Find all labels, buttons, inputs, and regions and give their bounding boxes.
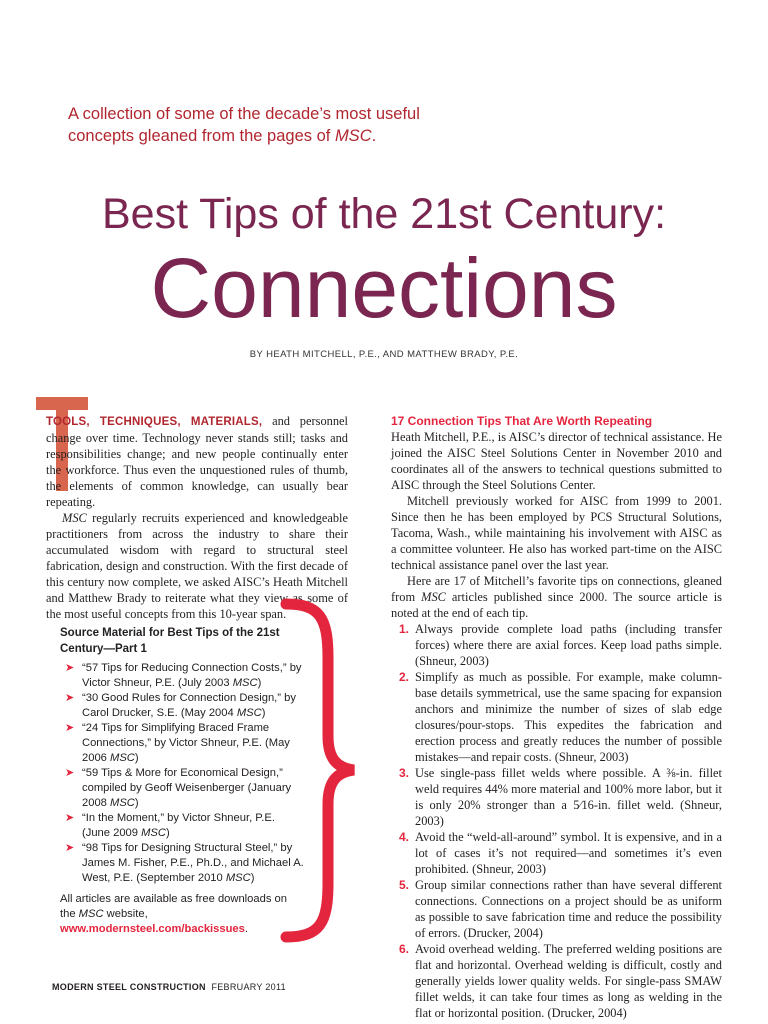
source-item-msc: MSC xyxy=(225,872,251,884)
intro-blurb xyxy=(68,103,508,147)
arrow-icon: ➤ xyxy=(65,812,75,824)
intro-line-1: A collection of some of the decade’s most useful xyxy=(68,105,420,123)
tip-item xyxy=(391,765,722,829)
curly-brace-decoration xyxy=(262,598,362,943)
right-paragraph-3-end: articles published since 2000. The source article is noted at the end of each tip. xyxy=(391,590,723,620)
tip-text: Use single-pass fillet welds where possible. A ⅜-in. fillet weld requires 44% more material and 100% more labor, but it is only 20% stronger than a 5⁄16-in. fillet weld. (Shneur, 2003) xyxy=(415,766,722,828)
byline: BY HEATH MITCHELL, P.E., AND MATTHEW BRADY, P.E. xyxy=(249,349,519,360)
source-item-msc: MSC xyxy=(110,752,135,764)
tip-item xyxy=(391,941,722,1021)
source-footer-end: . xyxy=(244,923,248,935)
source-item-msc: MSC xyxy=(141,827,166,839)
intro-msc: MSC xyxy=(334,127,372,145)
left-column xyxy=(46,413,348,622)
tip-number: 4. xyxy=(399,830,410,844)
intro-line-2-text: concepts gleaned from the pages of xyxy=(68,127,335,145)
source-footer-msc: MSC xyxy=(78,908,104,920)
page-footer xyxy=(52,982,286,992)
left-msc: MSC xyxy=(62,511,87,525)
arrow-icon: ➤ xyxy=(65,842,75,854)
source-item-end: ) xyxy=(250,872,255,884)
brace-path xyxy=(286,604,354,937)
tip-item xyxy=(391,877,722,941)
intro-line-2-end: . xyxy=(371,127,377,145)
right-paragraph-3-text: Here are 17 of Mitchell’s favorite tips on connections, gleaned from xyxy=(391,574,722,604)
source-item-end: ) xyxy=(165,827,170,839)
tip-item xyxy=(391,621,722,669)
intro-line-2 xyxy=(68,125,508,147)
tip-number: 3. xyxy=(399,766,410,780)
backissues-link[interactable]: www.modernsteel.com/backissues xyxy=(60,923,245,935)
left-paragraph-1-text: and personnel change over time. Technology never stands still; tasks and responsibilities change; and new people continually enter the workforce. Thus even the unquestioned rules of thumb, the elements of common knowledge, can usually bear repeating. xyxy=(46,414,348,509)
tip-text: Simplify as much as possible. For example, make column-base details symmetrical, use the same spacing for expansion anchors and minimize the number of sizes of slab edge closures/pour-stops. This expedites the fabrication and erection process and greatly reduces the number of possible mistakes—and repair costs. (Shneur, 2003) xyxy=(415,670,722,764)
right-paragraph-3 xyxy=(391,573,722,621)
source-footer-mid: website, xyxy=(103,908,148,920)
source-item-text: “24 Tips for Simplifying Braced Frame Connections,” by Victor Shneur, P.E. (May 2006 xyxy=(82,722,290,764)
right-paragraph-2: Mitchell previously worked for AISC from 1999 to 2001. Since then he has been employed by PCS Structural Solutions, Tacoma, Wash., while maintaining his involvement with AISC as a committee volunteer. He also has worked part-time on the AISC technical assistance panel over the last year. xyxy=(391,494,722,572)
tip-number: 1. xyxy=(399,622,410,636)
left-paragraph-1 xyxy=(46,413,348,510)
source-item-msc: MSC xyxy=(232,677,258,689)
arrow-icon: ➤ xyxy=(65,722,75,734)
arrow-icon: ➤ xyxy=(65,767,75,779)
arrow-icon: ➤ xyxy=(65,692,75,704)
source-item-msc: MSC xyxy=(236,707,262,719)
tip-number: 6. xyxy=(399,942,410,956)
tip-text: Always provide complete load paths (including transfer forces) where there are axial forces. Keep load paths simple. (Shneur, 2003) xyxy=(415,622,722,668)
tip-text: Avoid overhead welding. The preferred welding positions are flat and horizontal. Overhead welding is difficult, costly and generally yields lower quality welds. For single-pass SMAW fillet welds, it can take four times as long as welding in the flat or horizontal position. (Drucker, 2004) xyxy=(415,942,722,1020)
source-item-text: “59 Tips & More for Economical Design,” compiled by Geoff Weisenberger (January 2008 xyxy=(82,767,292,809)
tip-number: 5. xyxy=(399,878,410,892)
source-item-msc: MSC xyxy=(110,797,135,809)
right-msc: MSC xyxy=(421,590,446,604)
tip-text: Avoid the “weld-all-around” symbol. It is expensive, and in a lot of cases it’s not required—and sometimes it’s even prohibited. (Shneur, 2003) xyxy=(415,830,722,876)
tips-list xyxy=(391,621,722,1021)
tip-item xyxy=(391,829,722,877)
tip-item xyxy=(391,669,722,765)
arrow-icon: ➤ xyxy=(65,662,75,674)
source-item-end: ) xyxy=(134,752,139,764)
source-box-title: Source Material for Best Tips of the 21st Century—Part 1 xyxy=(60,627,280,655)
source-footer-text: All articles are available as free downloads on the xyxy=(60,893,287,920)
headline: Best Tips of the 21st Century: xyxy=(101,190,667,238)
left-paragraph-2-text: regularly recruits experienced and knowledgeable practitioners from across the industry to share their accumulated wisdom with regard to structural steel fabrication, design and construction. With the first decade of this century now complete, we asked AISC’s Heath Mitchell and Matthew Brady to reiterate what they view as some of the most useful concepts from this 10-year span. xyxy=(46,511,348,621)
lead-in: TOOLS, TECHNIQUES, MATERIALS, xyxy=(46,416,263,428)
source-item-text: “30 Good Rules for Connection Design,” by Carol Drucker, S.E. (May 2004 xyxy=(82,692,296,719)
right-column xyxy=(391,413,722,1021)
source-item-text: “57 Tips for Reducing Connection Costs,” by Victor Shneur, P.E. (July 2003 xyxy=(82,662,302,689)
source-item-end: ) xyxy=(257,677,262,689)
tip-text: Group similar connections rather than have several different connections. Connections on a project should be as uniform as possible to save fabrication time and reduce the possibility of errors. (Drucker, 2004) xyxy=(415,878,722,940)
source-item-text: “In the Moment,” by Victor Shneur, P.E. (June 2009 xyxy=(82,812,275,839)
source-item-end: ) xyxy=(134,797,139,809)
publication-name: MODERN STEEL CONSTRUCTION xyxy=(52,982,206,992)
section-heading: 17 Connection Tips That Are Worth Repeating xyxy=(391,414,653,428)
issue-date: FEBRUARY 2011 xyxy=(211,982,286,992)
page-title: Connections xyxy=(150,241,618,335)
source-item-text: “98 Tips for Designing Structural Steel,” by James M. Fisher, P.E., Ph.D., and Michael A. West, P.E. (September 2010 xyxy=(82,842,304,884)
source-item-end: ) xyxy=(261,707,266,719)
tip-number: 2. xyxy=(399,670,410,684)
right-paragraph-1: Heath Mitchell, P.E., is AISC’s director of technical assistance. He joined the AISC Steel Solutions Center in November 2010 and coordinates all of the answers to technical questions submitted to AISC through the Steel Solutions Center. xyxy=(391,430,722,492)
